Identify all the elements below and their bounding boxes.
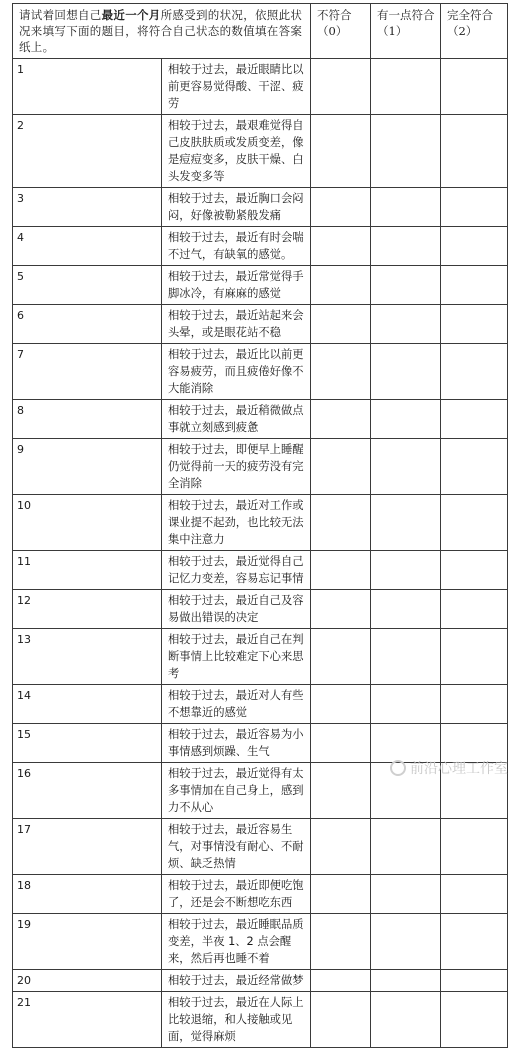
item-number: 15	[13, 724, 162, 763]
item-row	[13, 115, 508, 188]
item-row	[13, 305, 508, 344]
instruction-text-2: 所感受到的状况，依照此状况来填写下面的题目，将符合自己状态的数值填在答案纸上。	[19, 8, 303, 54]
item-number: 4	[13, 227, 162, 266]
answer-cell-somewhat-match[interactable]	[371, 685, 441, 724]
item-row	[13, 875, 508, 914]
item-row	[13, 227, 508, 266]
watermark-text: 前沿心理工作室	[410, 761, 508, 777]
answer-cell-fully-match[interactable]	[441, 875, 508, 914]
watermark	[390, 758, 508, 778]
item-row	[13, 439, 508, 495]
answer-cell-not-match[interactable]	[311, 495, 371, 551]
column-header-1: 有一点符合 （1）	[371, 4, 441, 59]
answer-cell-fully-match[interactable]	[441, 590, 508, 629]
instruction-text-1: 请试着回想自己	[19, 8, 102, 22]
answer-cell-fully-match[interactable]	[441, 724, 508, 763]
answer-cell-not-match[interactable]	[311, 344, 371, 400]
item-number: 20	[13, 970, 162, 992]
answer-cell-not-match[interactable]	[311, 819, 371, 875]
item-text: 相较于过去，最近经常做梦	[162, 970, 311, 992]
answer-cell-fully-match[interactable]	[441, 188, 508, 227]
item-number: 18	[13, 875, 162, 914]
answer-cell-somewhat-match[interactable]	[371, 59, 441, 115]
answer-cell-somewhat-match[interactable]	[371, 400, 441, 439]
answer-cell-fully-match[interactable]	[441, 495, 508, 551]
answer-cell-not-match[interactable]	[311, 266, 371, 305]
instruction-emphasis: 最近一个月	[101, 8, 161, 22]
answer-cell-somewhat-match[interactable]	[371, 266, 441, 305]
item-number: 1	[13, 59, 162, 115]
answer-cell-somewhat-match[interactable]	[371, 629, 441, 685]
item-text: 相较于过去，最近常觉得手脚冰冷，有麻麻的感觉	[162, 266, 311, 305]
answer-cell-not-match[interactable]	[311, 970, 371, 992]
item-number: 10	[13, 495, 162, 551]
answer-cell-fully-match[interactable]	[441, 400, 508, 439]
item-text: 相较于过去，最近自己在判断事情上比较难定下心来思考	[162, 629, 311, 685]
answer-cell-not-match[interactable]	[311, 439, 371, 495]
item-row	[13, 724, 508, 763]
answer-cell-not-match[interactable]	[311, 629, 371, 685]
item-text: 相较于过去，最近有时会喘不过气，有缺氧的感觉。	[162, 227, 311, 266]
item-row	[13, 685, 508, 724]
item-row	[13, 59, 508, 115]
answer-cell-not-match[interactable]	[311, 115, 371, 188]
item-text: 相较于过去，最近对人有些不想靠近的感觉	[162, 685, 311, 724]
answer-cell-not-match[interactable]	[311, 590, 371, 629]
item-row	[13, 992, 508, 1048]
answer-cell-fully-match[interactable]	[441, 266, 508, 305]
answer-cell-not-match[interactable]	[311, 992, 371, 1048]
item-number: 17	[13, 819, 162, 875]
item-number: 21	[13, 992, 162, 1048]
item-row	[13, 266, 508, 305]
item-number: 6	[13, 305, 162, 344]
answer-cell-not-match[interactable]	[311, 914, 371, 970]
item-text: 相较于过去，最近睡眠品质变差，半夜 1、2 点会醒来，然后再也睡不着	[162, 914, 311, 970]
answer-cell-not-match[interactable]	[311, 227, 371, 266]
item-row	[13, 400, 508, 439]
answer-cell-fully-match[interactable]	[441, 59, 508, 115]
answer-cell-fully-match[interactable]	[441, 629, 508, 685]
item-text: 相较于过去，最近容易为小事情感到烦躁、生气	[162, 724, 311, 763]
answer-cell-not-match[interactable]	[311, 724, 371, 763]
answer-cell-fully-match[interactable]	[441, 344, 508, 400]
item-number: 9	[13, 439, 162, 495]
item-text: 相较于过去，最近自己及容易做出错误的决定	[162, 590, 311, 629]
item-row	[13, 590, 508, 629]
answer-cell-somewhat-match[interactable]	[371, 495, 441, 551]
answer-cell-somewhat-match[interactable]	[371, 439, 441, 495]
answer-cell-fully-match[interactable]	[441, 685, 508, 724]
item-text: 相较于过去，最近稍微做点事就立刻感到疲惫	[162, 400, 311, 439]
column-header-2: 完全符合 （2）	[441, 4, 508, 59]
item-number: 12	[13, 590, 162, 629]
answer-cell-somewhat-match[interactable]	[371, 551, 441, 590]
answer-cell-not-match[interactable]	[311, 400, 371, 439]
item-number: 16	[13, 763, 162, 819]
answer-cell-somewhat-match[interactable]	[371, 724, 441, 763]
item-number: 11	[13, 551, 162, 590]
answer-cell-fully-match[interactable]	[441, 551, 508, 590]
item-number: 2	[13, 115, 162, 188]
answer-cell-not-match[interactable]	[311, 551, 371, 590]
item-row	[13, 495, 508, 551]
answer-cell-somewhat-match[interactable]	[371, 344, 441, 400]
answer-cell-fully-match[interactable]	[441, 227, 508, 266]
answer-cell-somewhat-match[interactable]	[371, 115, 441, 188]
item-text: 相较于过去，最近对工作或课业提不起劲，也比较无法集中注意力	[162, 495, 311, 551]
header-row	[13, 4, 508, 59]
answer-cell-somewhat-match[interactable]	[371, 305, 441, 344]
answer-cell-not-match[interactable]	[311, 59, 371, 115]
answer-cell-somewhat-match[interactable]	[371, 227, 441, 266]
item-text: 相较于过去，最近胸口会闷闷，好像被勒紧般发痛	[162, 188, 311, 227]
answer-cell-fully-match[interactable]	[441, 992, 508, 1048]
questionnaire-table	[12, 3, 508, 1048]
item-row	[13, 188, 508, 227]
item-text: 相较于过去，最近容易生气，对事情没有耐心、不耐烦、缺乏热情	[162, 819, 311, 875]
wechat-logo-icon	[390, 760, 406, 776]
item-number: 19	[13, 914, 162, 970]
answer-cell-not-match[interactable]	[311, 188, 371, 227]
item-number: 7	[13, 344, 162, 400]
answer-cell-fully-match[interactable]	[441, 115, 508, 188]
item-text: 相较于过去，最近站起来会头晕，或是眼花站不稳	[162, 305, 311, 344]
item-row	[13, 970, 508, 992]
answer-cell-fully-match[interactable]	[441, 439, 508, 495]
item-row	[13, 819, 508, 875]
item-text: 相较于过去，最近觉得有太多事情加在自己身上，感到力不从心	[162, 763, 311, 819]
item-number: 14	[13, 685, 162, 724]
answer-cell-somewhat-match[interactable]	[371, 875, 441, 914]
item-number: 8	[13, 400, 162, 439]
item-row	[13, 344, 508, 400]
answer-cell-fully-match[interactable]	[441, 914, 508, 970]
item-text: 相较于过去，最近觉得自己记忆力变差，容易忘记事情	[162, 551, 311, 590]
answer-cell-not-match[interactable]	[311, 305, 371, 344]
item-number: 3	[13, 188, 162, 227]
answer-cell-somewhat-match[interactable]	[371, 590, 441, 629]
item-row	[13, 914, 508, 970]
answer-cell-not-match[interactable]	[311, 685, 371, 724]
answer-cell-somewhat-match[interactable]	[371, 914, 441, 970]
item-text: 相较于过去，即便早上睡醒仍觉得前一天的疲劳没有完全消除	[162, 439, 311, 495]
answer-cell-somewhat-match[interactable]	[371, 992, 441, 1048]
answer-cell-fully-match[interactable]	[441, 305, 508, 344]
item-text: 相较于过去，最近眼睛比以前更容易觉得酸、干涩、疲劳	[162, 59, 311, 115]
item-text: 相较于过去，最近在人际上比较退缩，和人接触或见面，觉得麻烦	[162, 992, 311, 1048]
answer-cell-not-match[interactable]	[311, 875, 371, 914]
item-text: 相较于过去，最近即便吃饱了，还是会不断想吃东西	[162, 875, 311, 914]
item-number: 13	[13, 629, 162, 685]
answer-cell-somewhat-match[interactable]	[371, 188, 441, 227]
item-row	[13, 629, 508, 685]
answer-cell-somewhat-match[interactable]	[371, 970, 441, 992]
answer-cell-not-match[interactable]	[311, 763, 371, 819]
answer-cell-somewhat-match[interactable]	[371, 819, 441, 875]
instruction-cell	[13, 4, 311, 59]
item-number: 5	[13, 266, 162, 305]
item-text: 相较于过去，最艰难觉得自己皮肤肤质或发质变差，像是痘痘变多，皮肤干燥、白头发变多等	[162, 115, 311, 188]
item-text: 相较于过去，最近比以前更容易疲劳，而且疲倦好像不大能消除	[162, 344, 311, 400]
answer-cell-fully-match[interactable]	[441, 819, 508, 875]
answer-cell-fully-match[interactable]	[441, 970, 508, 992]
item-row	[13, 551, 508, 590]
column-header-0: 不符合（0）	[311, 4, 371, 59]
